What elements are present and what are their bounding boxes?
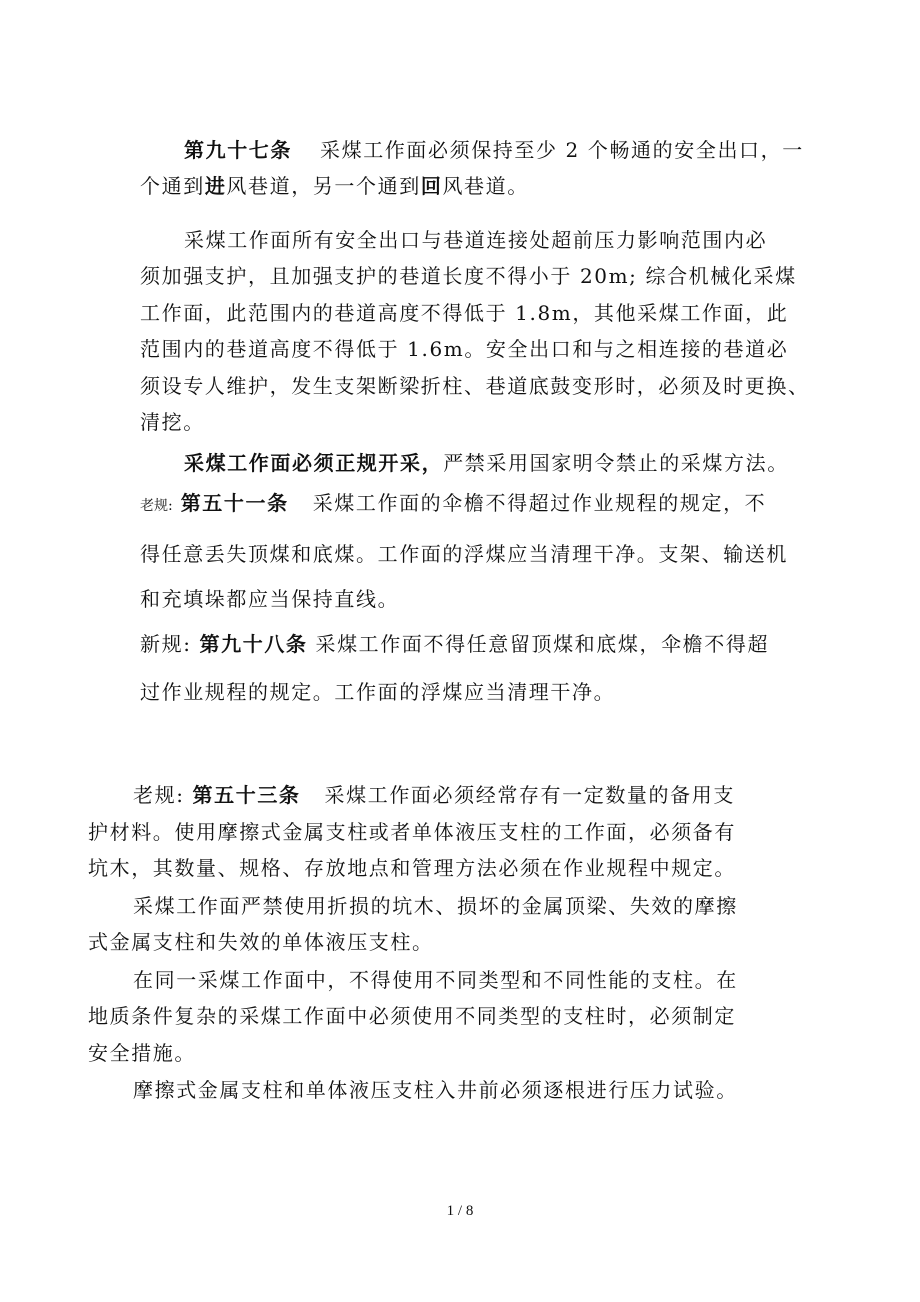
bold-fragment: 采煤工作面必须正规开采，: [184, 451, 444, 475]
paragraph-line: 采煤工作面严禁使用折损的坑木、损坏的金属顶梁、失效的摩擦: [133, 894, 738, 918]
article-heading: 第九十八条: [199, 632, 308, 656]
article-97-line-1: [184, 138, 804, 162]
mining-regulation-line: [184, 451, 789, 475]
new-rule-label: 新规:: [140, 632, 192, 656]
paragraph-line: 摩擦式金属支柱和单体液压支柱入井前必须逐根进行压力试验。: [133, 1078, 738, 1102]
article-heading: 第九十七条: [184, 138, 292, 162]
text-fragment: 风巷道。: [442, 174, 529, 198]
text-fragment: 严禁采用国家明令禁止的采煤方法。: [443, 451, 789, 475]
paragraph-line: 和充填垛都应当保持直线。: [140, 587, 400, 611]
paragraph-line: 采煤工作面所有安全出口与巷道连接处超前压力影响范围内必: [184, 228, 768, 252]
article-heading: 第五十三条: [192, 783, 301, 807]
paragraph-line: 护材料。使用摩擦式金属支柱或者单体液压支柱的工作面，必须备有: [88, 820, 736, 844]
old-rule-label: 老规:: [133, 783, 185, 807]
paragraph-line: 工作面，此范围内的巷道高度不得低于 1.8m，其他采煤工作面，此: [140, 301, 789, 325]
old-rule-53-line-1: [133, 783, 735, 807]
paragraph-line: 过作业规程的规定。工作面的浮煤应当清理干净。: [140, 680, 616, 704]
bold-fragment: 回: [420, 174, 443, 198]
article-text: 采煤工作面必须保持至少 2 个畅通的安全出口，一: [320, 138, 804, 162]
article-heading: 第五十一条: [180, 491, 289, 515]
article-97-line-2: [140, 174, 529, 198]
paragraph-line: 地质条件复杂的采煤工作面中必须使用不同类型的支柱时，必须制定: [88, 1004, 736, 1028]
old-rule-label: 老规:: [140, 498, 173, 514]
article-text: 采煤工作面必须经常存有一定数量的备用支: [324, 783, 735, 807]
text-fragment: 风巷道，另一个通到: [226, 174, 421, 198]
text-fragment: 个通到: [140, 174, 205, 198]
paragraph-line: 须设专人维护，发生支架断梁折柱、巷道底鼓变形时，必须及时更换、: [140, 374, 810, 398]
new-rule-98-line-1: [140, 632, 769, 656]
paragraph-line: 清挖。: [140, 410, 205, 434]
article-text: 采煤工作面不得任意留顶煤和底煤，伞檐不得超: [315, 632, 770, 656]
bold-fragment: 进: [204, 174, 227, 198]
page-number: 1 / 8: [446, 1203, 474, 1219]
paragraph-line: 范围内的巷道高度不得低于 1.6m。安全出口和与之相连接的巷道必: [140, 337, 789, 361]
paragraph-line: 在同一采煤工作面中，不得使用不同类型和不同性能的支柱。在: [133, 968, 738, 992]
paragraph-line: 须加强支护，且加强支护的巷道长度不得小于 20m; 综合机械化采煤: [140, 264, 797, 288]
paragraph-line: 式金属支柱和失效的单体液压支柱。: [88, 930, 434, 954]
old-rule-51-line-1: [140, 491, 766, 518]
article-text: 采煤工作面的伞檐不得超过作业规程的规定，不: [312, 491, 767, 515]
paragraph-line: 安全措施。: [88, 1041, 196, 1065]
paragraph-line: 坑木，其数量、规格、存放地点和管理方法必须在作业规程中规定。: [88, 856, 736, 880]
paragraph-line: 得任意丢失顶煤和底煤。工作面的浮煤应当清理干净。支架、输送机: [140, 542, 788, 566]
